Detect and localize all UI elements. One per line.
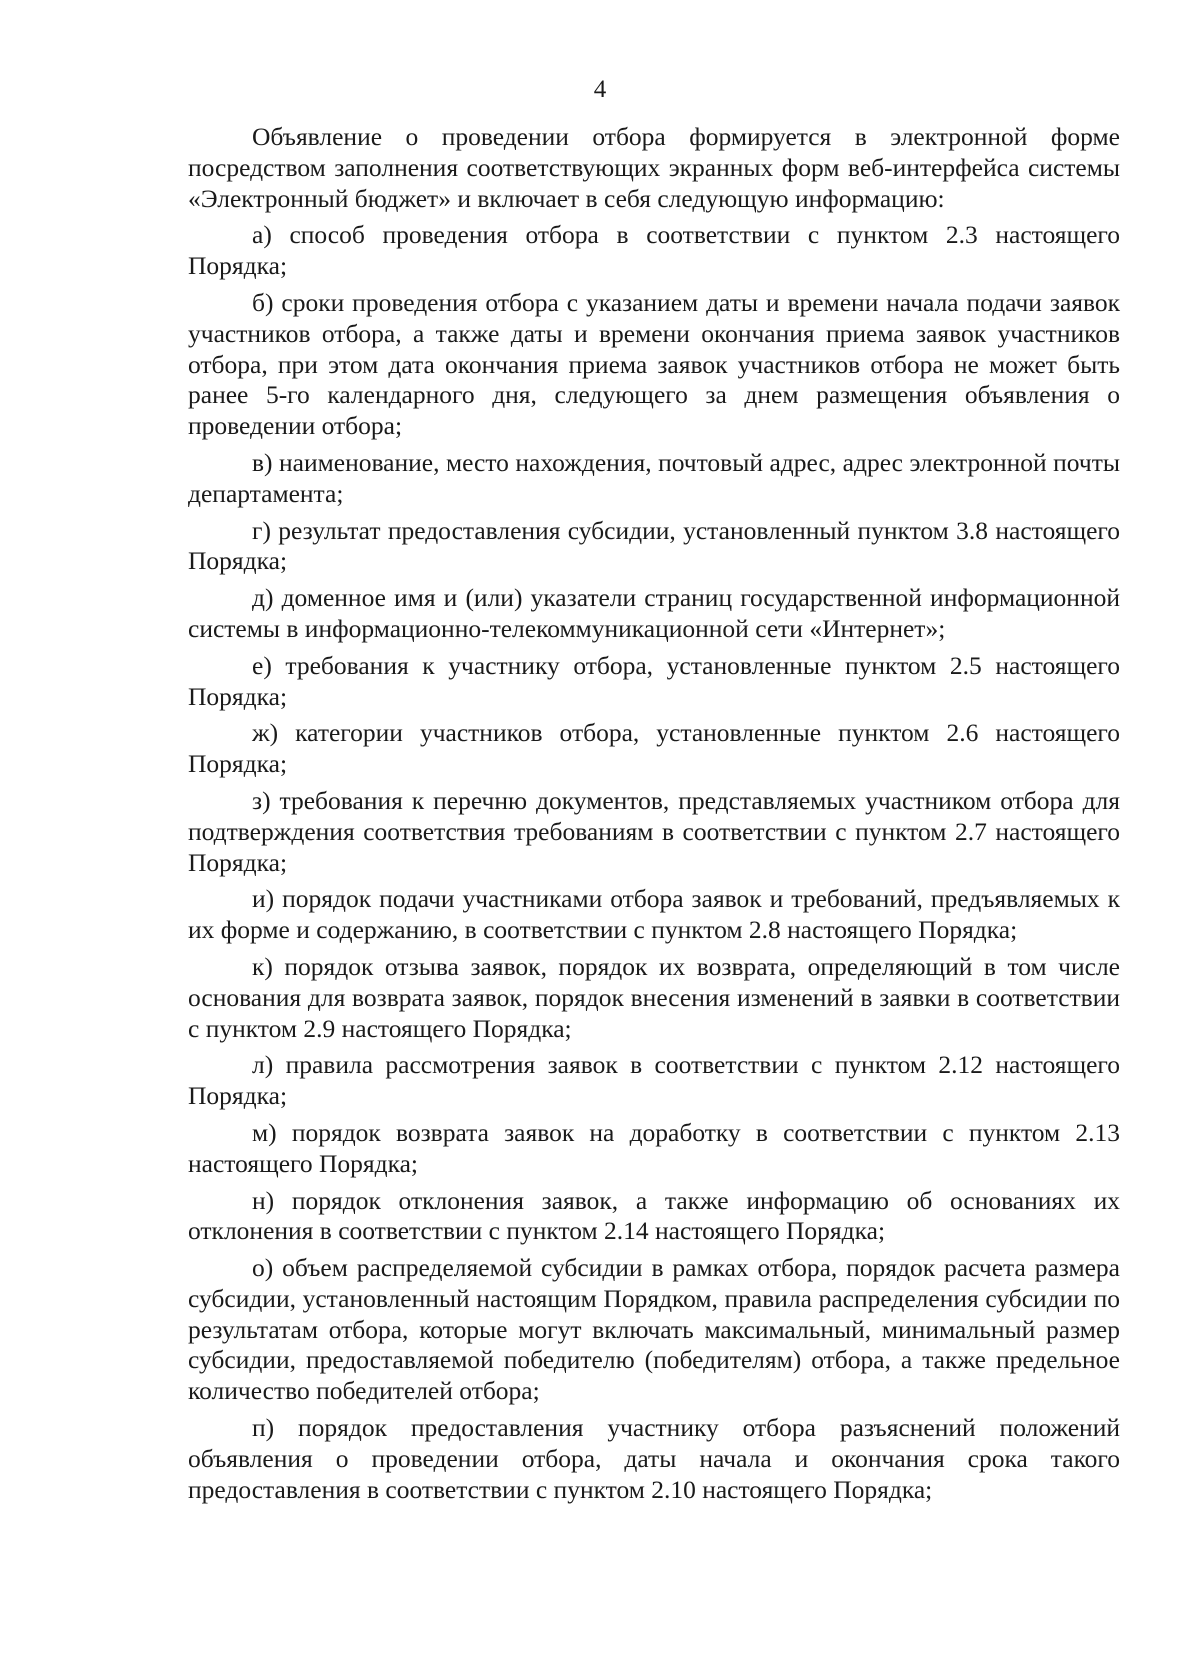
list-item-p: п) порядок предоставления участнику отбора разъяснений положений объявления о проведении отбора, даты начала и окончания срока такого предоставления в соответствии с пунктом 2.10 настоящего Порядка; xyxy=(188,1413,1120,1504)
list-item-b: б) сроки проведения отбора с указанием даты и времени начала подачи заявок участников отбора, а также даты и времени окончания приема заявок участников отбора, при этом дата окончания приема заявок участников отбора не может быть ранее 5-го календарного дня, следующего за днем размещения объявления о проведении отбора; xyxy=(188,287,1120,441)
list-item-n: н) порядок отклонения заявок, а также информацию об основаниях их отклонения в соответствии с пунктом 2.14 настоящего Порядка; xyxy=(188,1185,1120,1246)
list-item-v: в) наименование, место нахождения, почтовый адрес, адрес электронной почты департамента; xyxy=(188,447,1120,508)
list-item-e: е) требования к участнику отбора, установленные пунктом 2.5 настоящего Порядка; xyxy=(188,650,1120,711)
list-item-zh: ж) категории участников отбора, установленные пунктом 2.6 настоящего Порядка; xyxy=(188,718,1120,779)
list-item-i: и) порядок подачи участниками отбора заявок и требований, предъявляемых к их форме и содержанию, в соответствии с пунктом 2.8 настоящего Порядка; xyxy=(188,884,1120,945)
list-item-o: о) объем распределяемой субсидии в рамках отбора, порядок расчета размера субсидии, установленный настоящим Порядком, правила распределения субсидии по результатам отбора, которые могут включать максимальный, минимальный размер субсидии, предоставляемой победителю (победителям) отбора, а также предельное количество победителей отбора; xyxy=(188,1253,1120,1406)
document-body xyxy=(188,122,1120,1511)
list-item-m: м) порядок возврата заявок на доработку в соответствии с пунктом 2.13 настоящего Порядка; xyxy=(188,1117,1120,1178)
list-item-g: г) результат предоставления субсидии, установленный пунктом 3.8 настоящего Порядка; xyxy=(188,515,1120,576)
intro-paragraph: Объявление о проведении отбора формируется в электронной форме посредством заполнения соответствующих экранных форм веб-интерфейса системы «Электронный бюджет» и включает в себя следующую информацию: xyxy=(188,122,1120,213)
list-item-l: л) правила рассмотрения заявок в соответствии с пунктом 2.12 настоящего Порядка; xyxy=(188,1050,1120,1111)
list-item-k: к) порядок отзыва заявок, порядок их возврата, определяющий в том числе основания для возврата заявок, порядок внесения изменений в заявки в соответствии с пунктом 2.9 настоящего Порядка; xyxy=(188,951,1120,1043)
list-item-z: з) требования к перечню документов, представляемых участником отбора для подтверждения соответствия требованиям в соответствии с пунктом 2.7 настоящего Порядка; xyxy=(188,785,1120,877)
list-item-a: а) способ проведения отбора в соответствии с пунктом 2.3 настоящего Порядка; xyxy=(188,220,1120,281)
page-number: 4 xyxy=(593,76,607,103)
list-item-d: д) доменное имя и (или) указатели страниц государственной информационной системы в информационно-телекоммуникационной сети «Интернет»; xyxy=(188,583,1120,643)
